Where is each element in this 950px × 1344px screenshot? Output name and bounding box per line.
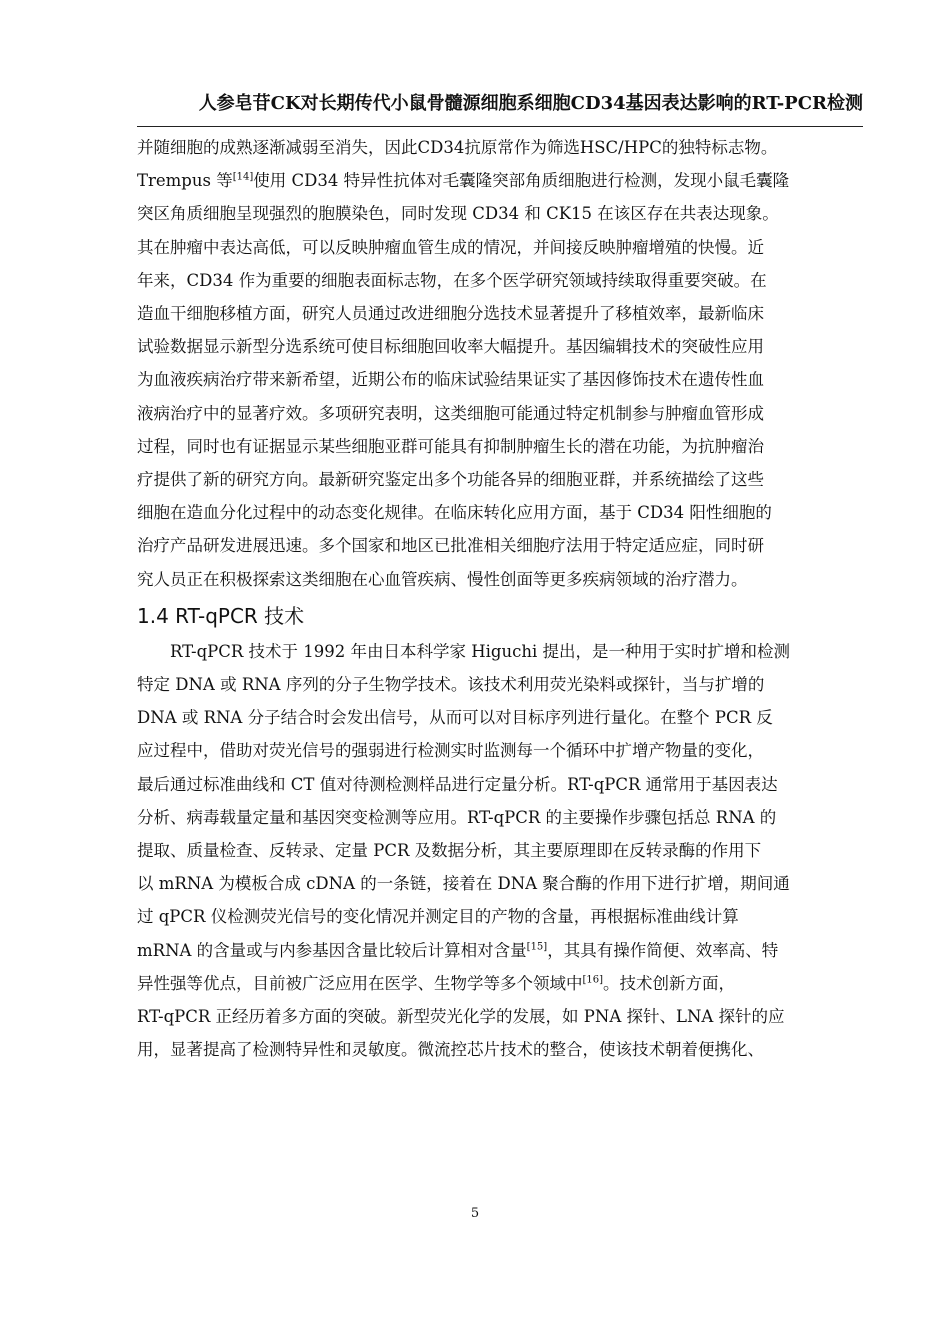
header-rule [137,126,863,127]
text-line [137,164,863,197]
text-line: 分析、病毒载量定量和基因突变检测等应用。RT-qPCR 的主要操作步骤包括总 RNA 的 [137,807,777,827]
text-segment: Trempus 等 [137,171,233,191]
text-line: 应过程中，借助对荧光信号的强弱进行检测实时监测每一个循环中扩增产物量的变化， [137,741,764,761]
text-line: 用，显著提高了检测特异性和灵敏度。微流控芯片技术的整合，使该技术朝着便携化、 [137,1040,764,1060]
citation-ref[interactable]: [14] [232,171,254,183]
text-line: 为血液疾病治疗带来新希望，近期公布的临床试验结果证实了基因修饰技术在遗传性血 [137,370,764,390]
running-header: 人参皂苷CK对长期传代小鼠骨髓源细胞系细胞CD34基因表达影响的RT-PCR检测 [198,93,863,114]
text-line: 并随细胞的成熟逐渐减弱至消失，因此CD34抗原常作为筛选HSC/HPC的独特标志物。 [137,138,778,157]
text-segment: ，其具有操作简便、效率高、特 [547,940,779,960]
text-line: RT-qPCR 技术于 1992 年由日本科学家 Higuchi 提出，是一种用于实时扩增和检测 [170,641,791,661]
text-line: 最后通过标准曲线和 CT 值对待测检测样品进行定量分析。RT-qPCR 通常用于基因表达 [137,774,778,794]
text-line: 液病治疗中的显著疗效。多项研究表明，这类细胞可能通过特定机制参与肿瘤血管形成 [137,403,764,423]
text-line [137,934,863,967]
text-line: DNA 或 RNA 分子结合时会发出信号，从而可以对目标序列进行量化。在整个 PCR 反 [137,708,773,728]
text-line: 治疗产品研发进展迅速。多个国家和地区已批准相关细胞疗法用于特定适应症，同时研 [137,536,764,556]
text-line: 细胞在造血分化过程中的动态变化规律。在临床转化应用方面，基于 CD34 阳性细胞的 [137,503,772,523]
text-line: 究人员正在积极探索这类细胞在心血管疾病、慢性创面等更多疾病领域的治疗潜力。 [137,569,748,589]
text-segment: 异性强等优点，目前被广泛应用在医学、生物学等多个领域中 [137,973,583,993]
text-segment: 。技术创新方面， [603,973,736,993]
page-number: 5 [470,1206,480,1221]
text-segment: mRNA 的含量或与内参基因含量比较后计算相对含量 [137,940,527,960]
text-line: 年来，CD34 作为重要的细胞表面标志物，在多个医学研究领域持续取得重要突破。在 [137,270,767,290]
text-segment: 使用 CD34 特异性抗体对毛囊隆突部角质细胞进行检测，发现小鼠毛囊隆 [253,171,790,191]
text-line: 特定 DNA 或 RNA 序列的分子生物学技术。该技术利用荧光染料或探针，当与扩增的 [137,675,765,695]
text-line: 过程，同时也有证据显示某些细胞亚群可能具有抑制肿瘤生长的潜在功能，为抗肿瘤治 [137,436,764,456]
text-line: 造血干细胞移植方面，研究人员通过改进细胞分选技术显著提升了移植效率，最新临床 [137,304,764,324]
text-line: 试验数据显示新型分选系统可使目标细胞回收率大幅提升。基因编辑技术的突破性应用 [137,337,764,357]
paragraph-rt-qpcr [137,635,863,1067]
text-line: RT-qPCR 正经历着多方面的突破。新型荧光化学的发展，如 PNA 探针、LNA 探针的应 [137,1007,785,1027]
section-heading: 1.4 RT-qPCR 技术 [137,603,305,628]
text-line [137,967,863,1000]
text-line: 以 mRNA 为模板合成 cDNA 的一条链，接着在 DNA 聚合酶的作用下进行扩增，期间通 [137,874,790,894]
paragraph-cd34 [137,131,863,596]
citation-ref[interactable]: [15] [526,941,548,953]
page-body [137,131,863,1066]
text-line: 过 qPCR 仪检测荧光信号的变化情况并测定目的产物的含量，再根据标准曲线计算 [137,907,739,927]
text-line: 突区角质细胞呈现强烈的胞膜染色，同时发现 CD34 和 CK15 在该区存在共表达现象。 [137,204,779,224]
text-line: 提取、质量检查、反转录、定量 PCR 及数据分析，其主要原理即在反转录酶的作用下 [137,841,762,861]
text-line: 其在肿瘤中表达高低，可以反映肿瘤血管生成的情况，并间接反映肿瘤增殖的快慢。近 [137,237,764,257]
text-line: 疗提供了新的研究方向。最新研究鉴定出多个功能各异的细胞亚群，并系统描绘了这些 [137,470,764,490]
citation-ref[interactable]: [16] [582,974,604,986]
